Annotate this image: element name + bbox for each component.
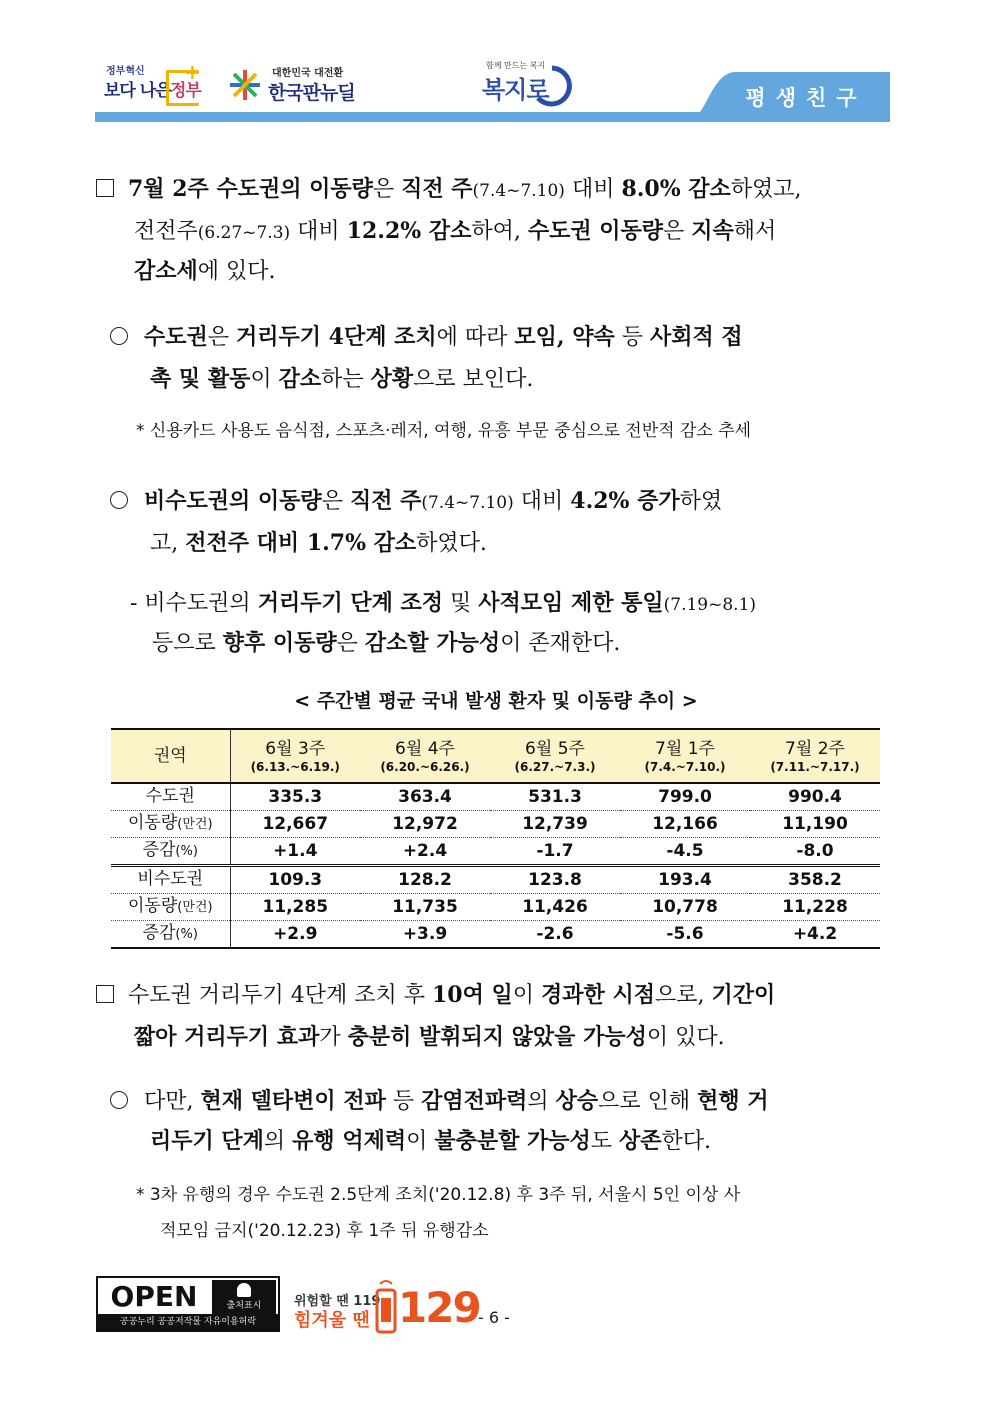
mobility-table — [111, 728, 880, 949]
col-header: 7월 1주 (7.4.~7.10.) — [620, 729, 750, 783]
section1-line2: 전전주(6.27~7.3) 대비 12.2% 감소하여, 수도권 이동량은 지속해서 — [134, 218, 777, 244]
tab-label: 평생친구 — [745, 86, 867, 110]
col-header: 6월 4주 (6.20.~6.26.) — [360, 729, 490, 783]
open-label: OPEN — [110, 1280, 198, 1313]
section4-line2: 등으로 향후 이동량은 감소할 가능성이 존재한다. — [152, 630, 621, 656]
person-icon — [237, 1283, 251, 1297]
table-row: 이동량(만건) 12,667 12,972 12,739 12,166 11,190 — [111, 811, 880, 838]
bokjiro-ring-icon — [530, 64, 574, 108]
circle-bullet-icon — [110, 327, 128, 345]
page-number: - 6 - — [478, 1308, 510, 1327]
checkbox-square-icon — [96, 179, 114, 197]
section2-line1: 수도권은 거리두기 4단계 조치에 따라 모임, 약속 등 사회적 접 — [0, 314, 992, 361]
table-row: 수도권 335.3 363.4 531.3 799.0 990.4 — [111, 783, 880, 811]
section5-line2: 짧아 거리두기 효과가 충분히 발휘되지 않았을 가능성이 있다. — [134, 1024, 725, 1050]
table-row: 증감(%) +1.4 +2.4 -1.7 -4.5 -8.0 — [111, 838, 880, 866]
section5-line1: 수도권 거리두기 4단계 조치 후 10여 일이 경과한 시점으로, 기간이 — [0, 972, 992, 1019]
plus-icon: + — [184, 60, 201, 84]
table-corner: 권역 — [111, 729, 230, 783]
section1-line3: 감소세에 있다. — [134, 258, 276, 284]
new-deal-star-icon — [228, 68, 262, 102]
gov-logo-text-1: 보다 나은 — [104, 81, 171, 101]
table-header-row — [111, 729, 880, 783]
gov-logo-text-2: 정부 — [170, 81, 201, 101]
table-row: 이동량(만건) 11,285 11,735 11,426 10,778 11,228 — [111, 894, 880, 921]
open-license-badge — [96, 1276, 280, 1332]
gov-innovation-logo: 정부혁신 보다 나은 정부 + — [104, 62, 204, 108]
col-header: 6월 5주 (6.27.~7.3.) — [490, 729, 620, 783]
section6-line1: 다만, 현재 델타변이 전파 등 감염전파력의 상승으로 인해 현행 거 — [0, 1078, 992, 1125]
col-header: 7월 2주 (7.11.~7.17.) — [750, 729, 880, 783]
section3-line1: 비수도권의 이동량은 직전 주(7.4~7.10) 대비 4.2% 증가하였 — [0, 478, 992, 526]
note2-line1: * 3차 유행의 경우 수도권 2.5단계 조치('20.12.8) 후 3주 뒤, 서울시 5인 이상 사 — [136, 1185, 741, 1205]
checkbox-square-icon — [96, 985, 114, 1003]
table-row: 증감(%) +2.9 +3.9 -2.6 -5.6 +4.2 — [111, 921, 880, 949]
col-header: 6월 3주 (6.13.~6.19.) — [230, 729, 360, 783]
table-title: < 주간별 평균 국내 발생 환자 및 이동량 추이 > — [294, 690, 698, 712]
circle-bullet-icon — [110, 1091, 128, 1109]
open-sub-label: 공공누리 공공저작물 자유이용허락 — [98, 1314, 278, 1330]
section4-line1: - 비수도권의 거리두기 단계 조정 및 사적모임 제한 통일(7.19~8.1) — [130, 590, 757, 616]
table-row: 비수도권 109.3 128.2 123.8 193.4 358.2 — [111, 866, 880, 894]
phone-icon — [374, 1276, 398, 1334]
hotline-129-banner: 위험할 땐 119 힘겨울 땐 129 — [294, 1276, 484, 1336]
header-bar — [95, 112, 890, 122]
korean-new-deal-logo: 대한민국 대전환 한국판뉴딜 — [228, 64, 378, 106]
section3-line2: 고, 전전주 대비 1.7% 감소하였다. — [150, 530, 487, 556]
hotline-number: 129 — [398, 1283, 480, 1332]
bokjiro-logo: 함께 만드는 복지 복지로 — [480, 58, 580, 108]
section6-line2: 리두기 단계의 유행 억제력이 불충분할 가능성도 상존한다. — [150, 1128, 712, 1154]
attribution-badge: 출처표시 — [212, 1280, 276, 1314]
section1-line1: 7월 2주 수도권의 이동량은 직전 주(7.4~7.10) 대비 8.0% 감소하였고, — [0, 166, 992, 214]
note2-line2: 적모임 금지('20.12.23) 후 1주 뒤 유행감소 — [160, 1221, 489, 1241]
circle-bullet-icon — [110, 491, 128, 509]
note1: * 신용카드 사용도 음식점, 스포츠·레저, 여행, 유흥 부문 중심으로 전반적 감소 추세 — [136, 421, 752, 441]
section2-line2: 촉 및 활동이 감소하는 상황으로 보인다. — [150, 366, 534, 392]
